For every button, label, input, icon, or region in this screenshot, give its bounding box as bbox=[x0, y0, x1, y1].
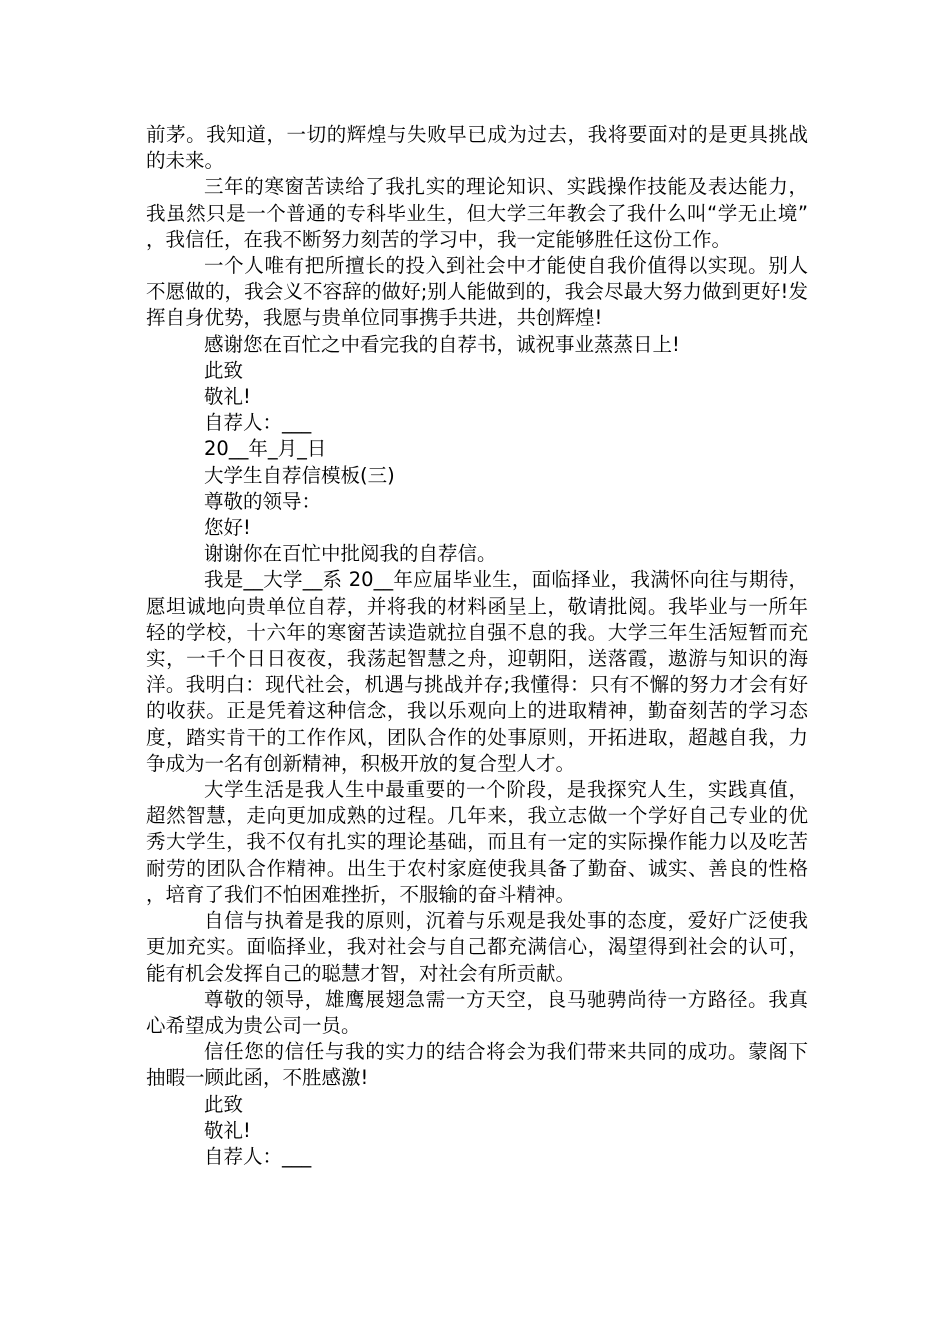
greeting-line: 尊敬的领导： bbox=[204, 489, 322, 513]
paragraph: 信任您的信任与我的实力的结合将会为我们带来共同的成功。蒙阁下抽暇一顾此函，不胜感激! bbox=[146, 1040, 808, 1090]
salutation-line: 此致 bbox=[204, 1092, 244, 1116]
paragraph: 大学生活是我人生中最重要的一个阶段，是我探究人生，实践真值，超然智慧，走向更加成熟的过程。几年来，我立志做一个学好自己专业的优秀大学生，我不仅有扎实的理论基础，而且有一定的实际操作能力以及吃苦耐劳的团队合作精神。出生于农村家庭使我具备了勤奋、诚实、善良的性格，培育了我们不怕困难挫折，不服输的奋斗精神。 bbox=[146, 778, 808, 906]
paragraph: 三年的寒窗苦读给了我扎实的理论知识、实践操作技能及表达能力，我虽然只是一个普通的专科毕业生，但大学三年教会了我什么叫“学无止境”，我信任，在我不断努力刻苦的学习中，我一定能够胜任这份工作。 bbox=[146, 175, 808, 251]
salutation-line: 敬礼! bbox=[204, 1118, 251, 1142]
greeting-line: 您好! bbox=[204, 516, 251, 540]
section-title: 大学生自荐信模板(三) bbox=[204, 463, 395, 487]
date-line: 20__年_月_日 bbox=[204, 437, 327, 461]
closing-thanks: 感谢您在百忙之中看完我的自荐书，诚祝事业蒸蒸日上! bbox=[204, 332, 680, 356]
document-page bbox=[146, 122, 808, 1170]
signature-line: 自荐人：___ bbox=[204, 1144, 312, 1168]
signature-line: 自荐人：___ bbox=[204, 411, 312, 435]
paragraph: 自信与执着是我的原则，沉着与乐观是我处事的态度，爱好广泛使我更加充实。面临择业，我对社会与自己都充满信心，渴望得到社会的认可，能有机会发挥自己的聪慧才智，对社会有所贡献。 bbox=[146, 909, 808, 985]
salutation-line: 敬礼! bbox=[204, 385, 251, 409]
paragraph: 前茅。我知道，一切的辉煌与失败早已成为过去，我将要面对的是更具挑战的未来。 bbox=[146, 123, 808, 173]
paragraph: 我是__大学__系 20__年应届毕业生，面临择业，我满怀向往与期待，愿坦诚地向贵单位自荐，并将我的材料函呈上，敬请批阅。我毕业与一所年轻的学校，十六年的寒窗苦读造就拉自强不息的我。大学三年生活短暂而充实，一千个日日夜夜，我荡起智慧之舟，迎朝阳，送落霞，遨游与知识的海洋。我明白：现代社会，机遇与挑战并存;我懂得：只有不懈的努力才会有好的收获。正是凭着这种信念，我以乐观向上的进取精神，勤奋刻苦的学习态度，踏实肯干的工作作风，团队合作的处事原则，开拓进取，超越自我，力争成为一名有创新精神，积极开放的复合型人才。 bbox=[146, 568, 808, 775]
paragraph: 一个人唯有把所擅长的投入到社会中才能使自我价值得以实现。别人不愿做的，我会义不容辞的做好;别人能做到的，我会尽最大努力做到更好!发挥自身优势，我愿与贵单位同事携手共进，共创辉煌! bbox=[146, 254, 808, 330]
paragraph: 尊敬的领导，雄鹰展翅急需一方天空，良马驰骋尚待一方路径。我真心希望成为贵公司一员。 bbox=[146, 987, 808, 1037]
salutation-line: 此致 bbox=[204, 358, 244, 382]
paragraph: 谢谢你在百忙中批阅我的自荐信。 bbox=[204, 542, 497, 566]
